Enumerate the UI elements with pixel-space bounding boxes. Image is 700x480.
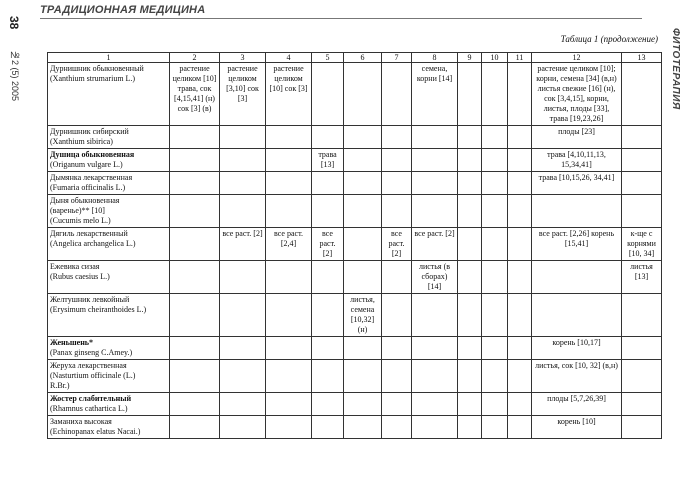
table-cell xyxy=(622,172,662,195)
table-cell xyxy=(622,393,662,416)
table-cell xyxy=(412,294,458,337)
table-cell xyxy=(482,416,508,439)
table-cell xyxy=(382,172,412,195)
table-cell: трава [10,15,26, 34,41] xyxy=(532,172,622,195)
table-cell xyxy=(508,63,532,126)
table-cell xyxy=(508,149,532,172)
table-cell xyxy=(622,149,662,172)
table-row xyxy=(48,416,662,439)
column-header: 7 xyxy=(382,53,412,63)
table-cell xyxy=(412,172,458,195)
table-cell xyxy=(344,360,382,393)
table-cell xyxy=(220,393,266,416)
table-cell xyxy=(412,360,458,393)
plant-name-cell: Жостер слабительный (Rhamnus cathartica L.) xyxy=(48,393,170,416)
table-cell xyxy=(266,261,312,294)
table-cell xyxy=(312,63,344,126)
table-cell xyxy=(170,228,220,261)
table-cell xyxy=(344,63,382,126)
table-row xyxy=(48,294,662,337)
table-cell xyxy=(312,261,344,294)
table-cell xyxy=(458,126,482,149)
section-label: ФИТОТЕРАПИЯ xyxy=(670,28,681,110)
table-cell xyxy=(412,393,458,416)
table-cell xyxy=(344,228,382,261)
left-margin-band xyxy=(4,8,26,138)
table-cell xyxy=(508,228,532,261)
table-row xyxy=(48,261,662,294)
column-header: 5 xyxy=(312,53,344,63)
table-cell xyxy=(458,294,482,337)
table-cell xyxy=(266,416,312,439)
table-row xyxy=(48,337,662,360)
table-cell: все раст. [2,4] xyxy=(266,228,312,261)
right-margin-band xyxy=(666,28,692,178)
table-cell xyxy=(312,393,344,416)
table-cell: плоды [5,7,26,39] xyxy=(532,393,622,416)
table-cell: семена, корни [14] xyxy=(412,63,458,126)
table-cell xyxy=(508,416,532,439)
table-cell xyxy=(220,126,266,149)
page-number: 38 xyxy=(7,16,21,30)
table-cell xyxy=(458,228,482,261)
table-cell: листья, сок [10, 32] (в,н) xyxy=(532,360,622,393)
table-cell xyxy=(220,416,266,439)
table-cell xyxy=(482,126,508,149)
table-cell xyxy=(482,195,508,228)
table-cell xyxy=(382,393,412,416)
table-cell: все раст. [2] xyxy=(382,228,412,261)
header-rule xyxy=(40,18,642,19)
table-cell xyxy=(266,294,312,337)
journal-section-title: ТРАДИЦИОННАЯ МЕДИЦИНА xyxy=(40,4,206,16)
table-cell xyxy=(412,416,458,439)
table-cell xyxy=(312,416,344,439)
table-cell xyxy=(312,294,344,337)
table-cell xyxy=(382,360,412,393)
issue-label: №2 (5) 2005 xyxy=(10,50,20,102)
table-cell xyxy=(482,63,508,126)
running-header xyxy=(30,4,642,20)
table-cell xyxy=(382,126,412,149)
table-cell: листья (в сборах) [14] xyxy=(412,261,458,294)
plant-name-cell: Желтушник левкойный (Erysimum cheiranthoides L.) xyxy=(48,294,170,337)
table-cell xyxy=(412,126,458,149)
table-cell xyxy=(508,360,532,393)
table-caption: Таблица 1 (продолжение) xyxy=(560,34,658,44)
table-cell xyxy=(482,172,508,195)
table-cell xyxy=(482,337,508,360)
table-cell xyxy=(482,360,508,393)
table-cell xyxy=(412,337,458,360)
table-cell xyxy=(508,393,532,416)
table-cell xyxy=(532,195,622,228)
table-cell xyxy=(312,126,344,149)
table-cell xyxy=(382,261,412,294)
table-cell xyxy=(458,149,482,172)
table-cell: к-ще с корнями [10, 34] xyxy=(622,228,662,261)
table-cell xyxy=(312,195,344,228)
table-cell xyxy=(220,195,266,228)
table-row xyxy=(48,228,662,261)
table-cell xyxy=(170,261,220,294)
table-cell xyxy=(482,261,508,294)
table-cell xyxy=(344,195,382,228)
table-cell xyxy=(312,337,344,360)
table-header-row xyxy=(48,53,662,63)
table-cell xyxy=(220,172,266,195)
data-table xyxy=(47,52,662,439)
plant-name-cell: Ежевика сизая (Rubus caesius L.) xyxy=(48,261,170,294)
table-cell xyxy=(344,416,382,439)
column-header: 2 xyxy=(170,53,220,63)
table-cell xyxy=(220,261,266,294)
table-cell xyxy=(412,195,458,228)
table-cell xyxy=(458,195,482,228)
plant-name-cell: Дурнишник сибирский (Xanthium sibirica) xyxy=(48,126,170,149)
table-cell xyxy=(458,63,482,126)
table-cell xyxy=(170,195,220,228)
table-cell xyxy=(266,149,312,172)
table-cell: плоды [23] xyxy=(532,126,622,149)
table-cell xyxy=(266,195,312,228)
table-cell xyxy=(344,172,382,195)
table-cell xyxy=(170,294,220,337)
table-cell xyxy=(622,360,662,393)
table-row xyxy=(48,172,662,195)
table-cell xyxy=(482,393,508,416)
table-cell xyxy=(482,294,508,337)
table-cell xyxy=(220,294,266,337)
table-cell xyxy=(382,294,412,337)
table-container xyxy=(47,52,659,439)
table-cell: все раст. [2,26] корень [15,41] xyxy=(532,228,622,261)
table-cell xyxy=(532,294,622,337)
table-cell: растение целиком [10] трава, сок [4,15,41] (н) сок [3] (в) xyxy=(170,63,220,126)
table-cell xyxy=(266,360,312,393)
table-cell: листья, семена [10,32] (н) xyxy=(344,294,382,337)
table-cell xyxy=(266,393,312,416)
table-cell: листья [13] xyxy=(622,261,662,294)
table-cell xyxy=(344,126,382,149)
table-cell xyxy=(458,172,482,195)
plant-name-cell: Заманиха высокая (Echinopanax elatus Nacai.) xyxy=(48,416,170,439)
table-cell xyxy=(170,126,220,149)
table-cell xyxy=(508,337,532,360)
table-row xyxy=(48,360,662,393)
table-cell xyxy=(458,337,482,360)
table-cell xyxy=(382,149,412,172)
plant-name-cell: Женьшень* (Panax ginseng C.Amey.) xyxy=(48,337,170,360)
table-cell xyxy=(458,393,482,416)
table-cell xyxy=(622,416,662,439)
table-cell xyxy=(382,63,412,126)
table-cell: все раст. [2] xyxy=(220,228,266,261)
table-cell xyxy=(482,228,508,261)
table-cell xyxy=(220,337,266,360)
table-cell: растение целиком [10]; корни, семена [34] (в,н) листья свежие [16] (н), сок [3,4,15], корни, листья, плоды [33], трава [19,23,26] xyxy=(532,63,622,126)
table-cell xyxy=(622,337,662,360)
table-cell xyxy=(170,337,220,360)
table-cell xyxy=(458,360,482,393)
table-cell: трава [13] xyxy=(312,149,344,172)
table-row xyxy=(48,63,662,126)
table-cell xyxy=(344,261,382,294)
table-cell xyxy=(508,294,532,337)
table-cell xyxy=(382,337,412,360)
table-cell xyxy=(344,393,382,416)
table-cell xyxy=(312,360,344,393)
plant-name-cell: Дымянка лекарственная (Fumaria officinalis L.) xyxy=(48,172,170,195)
plant-name-cell: Жеруха лекарственная (Nasturtium officinale (L.) R.Br.) xyxy=(48,360,170,393)
table-cell xyxy=(622,126,662,149)
table-cell xyxy=(170,416,220,439)
table-cell xyxy=(622,195,662,228)
column-header: 6 xyxy=(344,53,382,63)
table-cell: корень [10] xyxy=(532,416,622,439)
table-body xyxy=(48,63,662,439)
table-cell xyxy=(266,126,312,149)
table-cell: трава [4,10,11,13, 15,34,41] xyxy=(532,149,622,172)
table-cell: все раст. [2] xyxy=(312,228,344,261)
table-row xyxy=(48,195,662,228)
column-header: 1 xyxy=(48,53,170,63)
table-cell: растение целиком [10] сок [3] xyxy=(266,63,312,126)
plant-name-cell: Дыня обыкновенная (варенье)** [10] (Cucumis melo L.) xyxy=(48,195,170,228)
table-cell xyxy=(312,172,344,195)
table-cell xyxy=(382,416,412,439)
table-cell xyxy=(220,149,266,172)
table-cell xyxy=(220,360,266,393)
column-header: 10 xyxy=(482,53,508,63)
table-cell xyxy=(344,149,382,172)
table-cell xyxy=(344,337,382,360)
table-cell xyxy=(382,195,412,228)
table-cell xyxy=(170,172,220,195)
column-header: 3 xyxy=(220,53,266,63)
table-row xyxy=(48,393,662,416)
column-header: 13 xyxy=(622,53,662,63)
table-cell xyxy=(266,172,312,195)
table-cell: все раст. [2] xyxy=(412,228,458,261)
column-header: 8 xyxy=(412,53,458,63)
table-cell: растение целиком [3,10] сок [3] xyxy=(220,63,266,126)
column-header: 11 xyxy=(508,53,532,63)
table-cell xyxy=(508,172,532,195)
column-header: 12 xyxy=(532,53,622,63)
column-header: 4 xyxy=(266,53,312,63)
table-cell xyxy=(508,126,532,149)
table-cell xyxy=(482,149,508,172)
column-header: 9 xyxy=(458,53,482,63)
table-cell xyxy=(266,337,312,360)
plant-name-cell: Дягиль лекарственный (Angelica archangelica L.) xyxy=(48,228,170,261)
plant-name-cell: Дурнишник обыкновенный (Xanthium strumarium L.) xyxy=(48,63,170,126)
table-cell xyxy=(412,149,458,172)
table-cell xyxy=(622,294,662,337)
table-row xyxy=(48,126,662,149)
plant-name-cell: Душица обыкновенная (Origanum vulgare L.) xyxy=(48,149,170,172)
table-cell xyxy=(458,261,482,294)
table-cell xyxy=(622,63,662,126)
table-cell xyxy=(508,195,532,228)
table-cell xyxy=(458,416,482,439)
table-cell xyxy=(170,360,220,393)
table-cell xyxy=(508,261,532,294)
table-row xyxy=(48,149,662,172)
table-cell xyxy=(170,393,220,416)
table-cell: корень [10,17] xyxy=(532,337,622,360)
table-cell xyxy=(170,149,220,172)
table-cell xyxy=(532,261,622,294)
